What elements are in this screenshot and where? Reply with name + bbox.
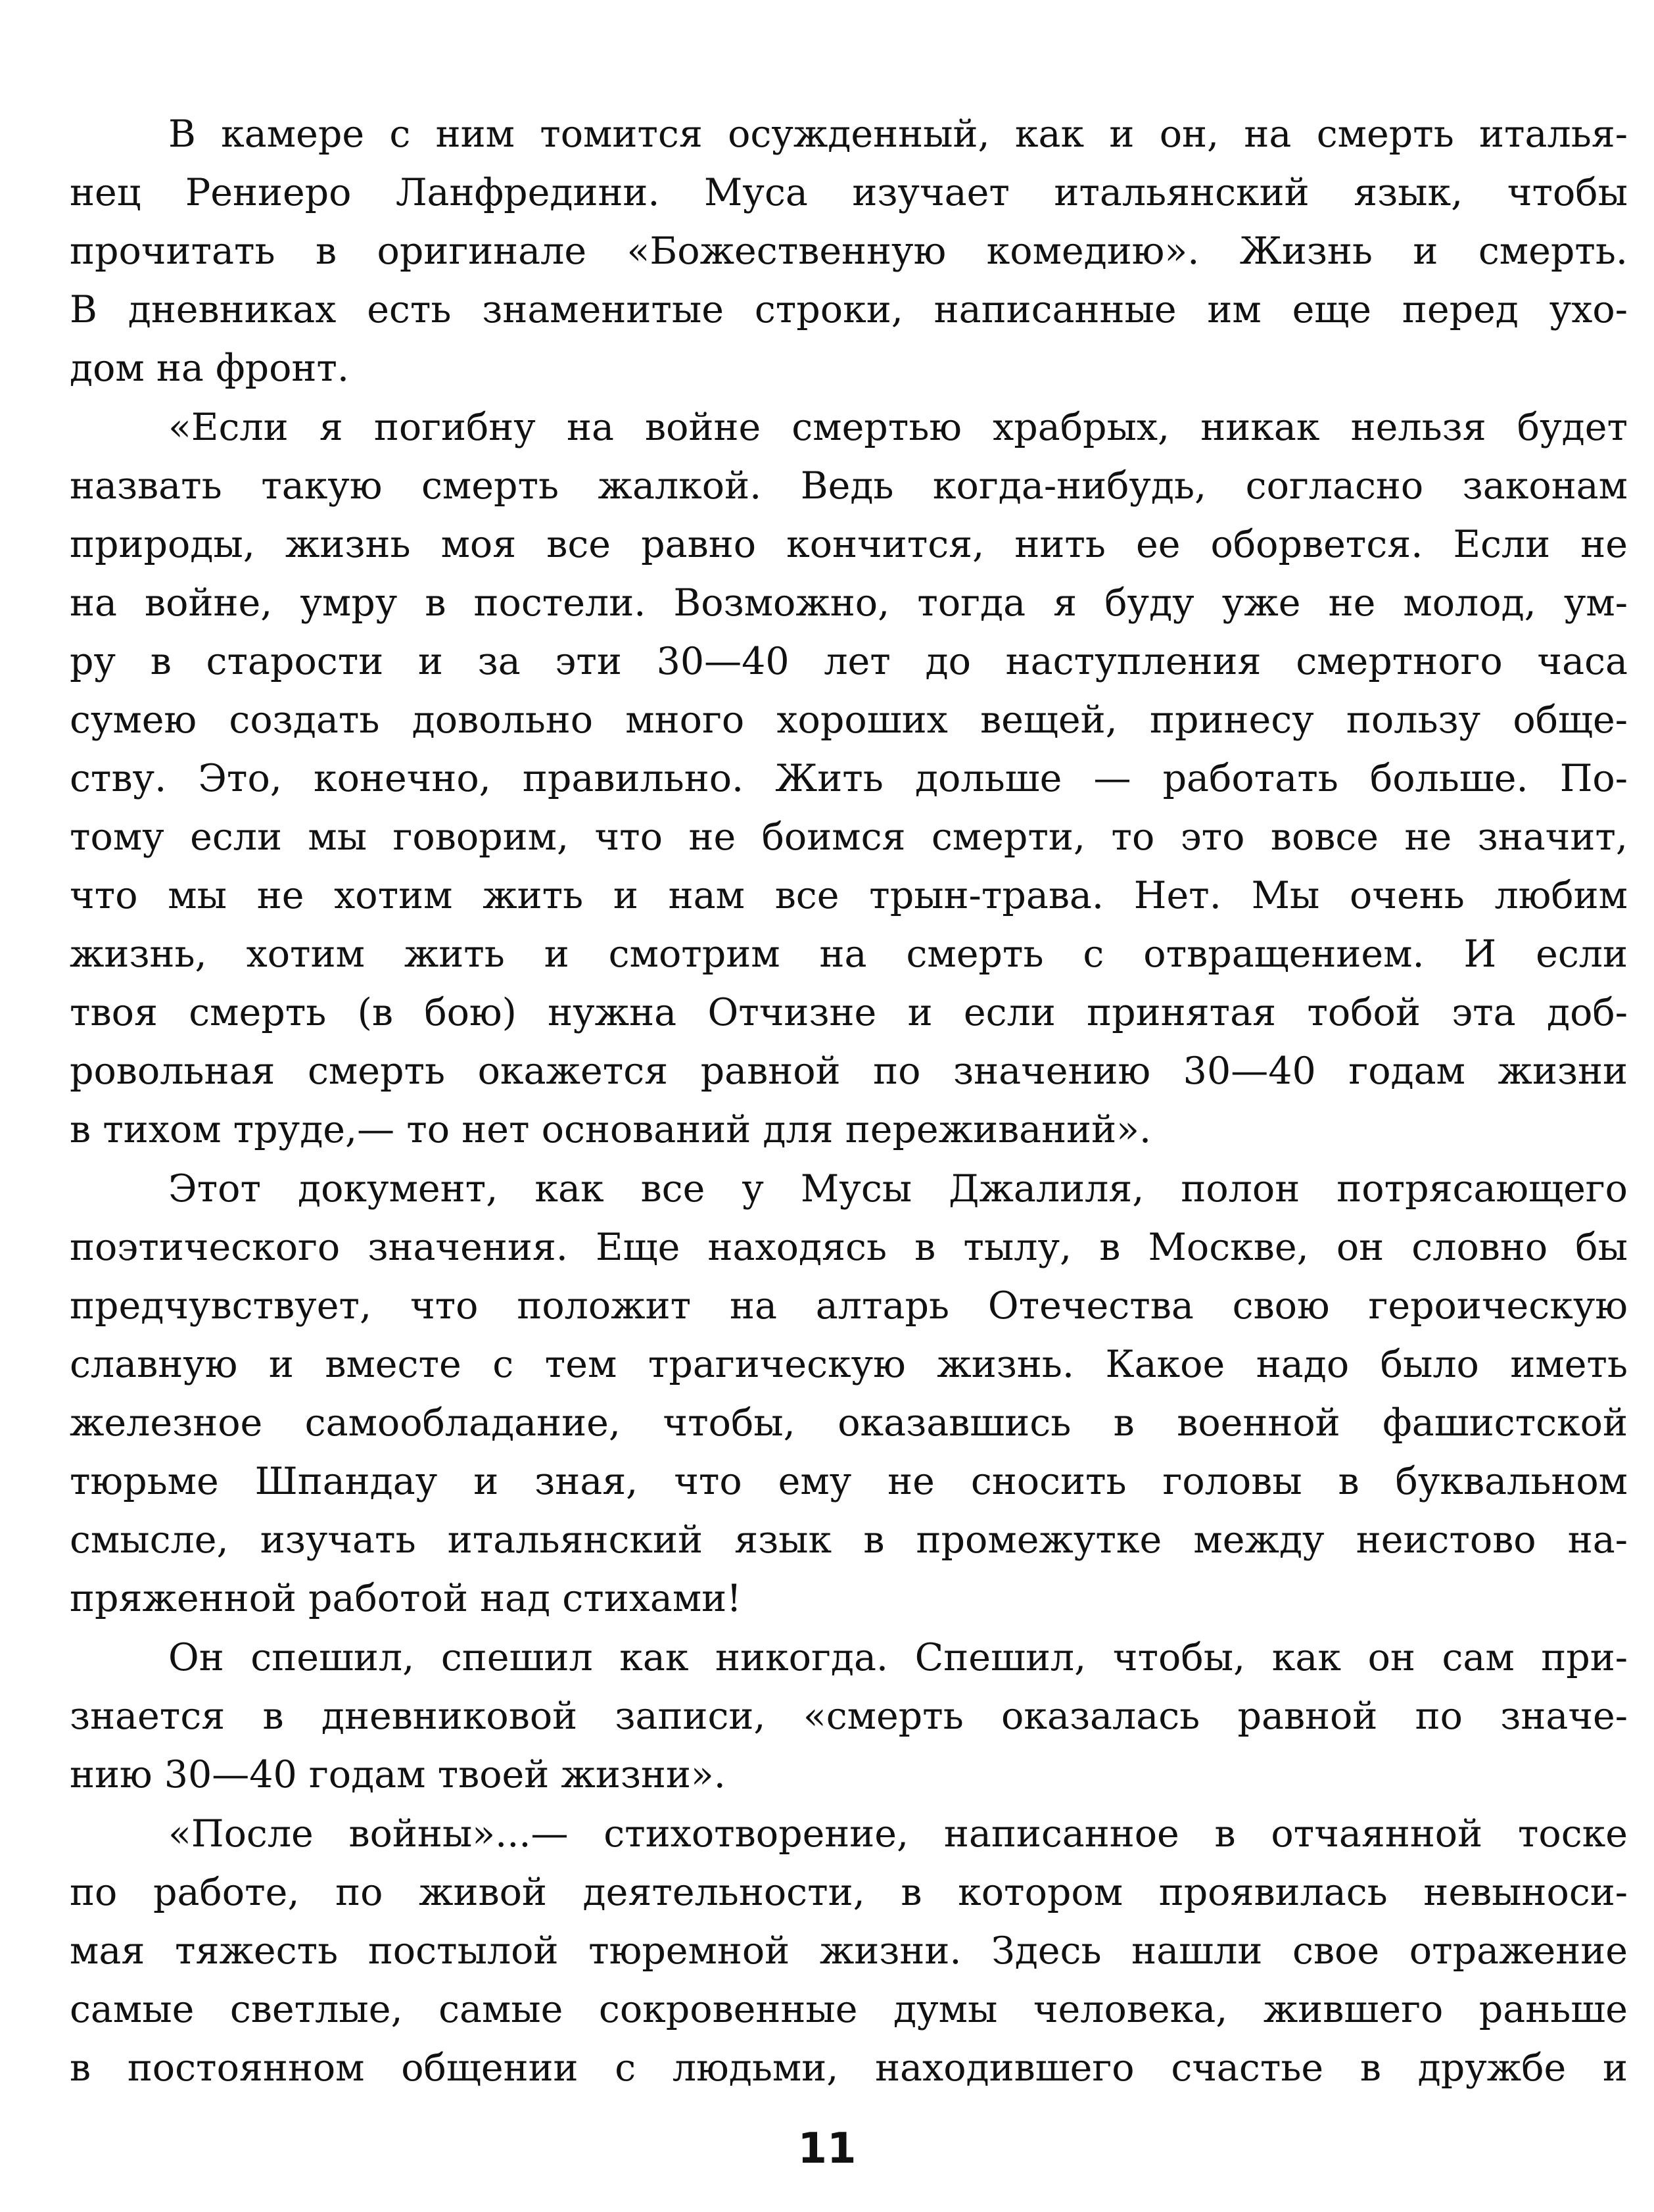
text-line: в тихом труде,— то нет оснований для переживаний». bbox=[70, 1108, 1152, 1151]
text-column bbox=[70, 105, 1628, 2098]
paragraph-3 bbox=[70, 1160, 1628, 1628]
paragraph-4 bbox=[70, 1629, 1628, 1804]
text-line: нец Рениеро Ланфредини. Муса изучает итальянский язык, чтобы bbox=[70, 171, 1628, 214]
text-line: Он спешил, спешил как никогда. Спешил, чтобы, как он сам при- bbox=[168, 1636, 1628, 1679]
text-line: на войне, умру в постели. Возможно, тогда я буду уже не молод, ум- bbox=[70, 581, 1628, 625]
text-line: предчувствует, что положит на алтарь Отечества свою героическую bbox=[70, 1284, 1628, 1328]
text-line: назвать такую смерть жалкой. Ведь когда-нибудь, согласно законам bbox=[70, 464, 1628, 508]
text-line: тому если мы говорим, что не боимся смерти, то это вовсе не значит, bbox=[70, 815, 1628, 859]
text-line: дом на фронт. bbox=[70, 347, 350, 390]
text-line: смысле, изучать итальянский язык в промежутке между неистово на- bbox=[70, 1518, 1628, 1562]
text-line: мая тяжесть постылой тюремной жизни. Здесь нашли свое отражение bbox=[70, 1929, 1628, 1973]
text-line: знается в дневниковой записи, «смерть оказалась равной по значе- bbox=[70, 1695, 1628, 1738]
text-line: что мы не хотим жить и нам все трын-трава. Нет. Мы очень любим bbox=[70, 874, 1628, 917]
text-line: железное самообладание, чтобы, оказавшись в военной фашистской bbox=[70, 1401, 1628, 1445]
text-line: прочитать в оригинале «Божественную комедию». Жизнь и смерть. bbox=[70, 229, 1628, 273]
text-line: пряженной работой над стихами! bbox=[70, 1577, 742, 1620]
paragraph-1 bbox=[70, 105, 1628, 398]
text-line: В камере с ним томится осужденный, как и он, на смерть италья- bbox=[168, 112, 1628, 156]
page-number: 11 bbox=[797, 2125, 857, 2173]
text-line: нию 30—40 годам твоей жизни». bbox=[70, 1753, 726, 1796]
text-line: поэтического значения. Еще находясь в тылу, в Москве, он словно бы bbox=[70, 1226, 1628, 1269]
text-line: ровольная смерть окажется равной по значению 30—40 годам жизни bbox=[70, 1049, 1628, 1093]
text-line: славную и вместе с тем трагическую жизнь. Какое надо было иметь bbox=[70, 1343, 1628, 1386]
text-line: природы, жизнь моя все равно кончится, нить ее оборвется. Если не bbox=[70, 523, 1628, 566]
text-line: жизнь, хотим жить и смотрим на смерть с отвращением. И если bbox=[70, 932, 1628, 976]
paragraph-5 bbox=[70, 1805, 1628, 2098]
text-line: по работе, по живой деятельности, в котором проявилась невыноси- bbox=[70, 1871, 1628, 1914]
text-line: В дневниках есть знаменитые строки, написанные им еще перед ухо- bbox=[70, 288, 1628, 331]
text-line: сумею создать довольно много хороших вещей, принесу пользу обще- bbox=[70, 698, 1628, 742]
text-line: «После войны»...— стихотворение, написанное в отчаянной тоске bbox=[168, 1812, 1628, 1856]
text-line: ру в старости и за эти 30—40 лет до наступления смертного часа bbox=[70, 640, 1628, 683]
text-line: в постоянном общении с людьми, находившего счастье в дружбе и bbox=[70, 2046, 1628, 2090]
text-line: «Если я погибну на войне смертью храбрых, никак нельзя будет bbox=[168, 406, 1628, 449]
text-line: Этот документ, как все у Мусы Джалиля, полон потрясающего bbox=[168, 1167, 1628, 1211]
text-line: ству. Это, конечно, правильно. Жить дольше — работать больше. По- bbox=[70, 757, 1628, 800]
paragraph-2 bbox=[70, 398, 1628, 1159]
text-line: твоя смерть (в бою) нужна Отчизне и если принятая тобой эта доб- bbox=[70, 991, 1628, 1034]
text-line: самые светлые, самые сокровенные думы человека, жившего раньше bbox=[70, 1988, 1628, 2031]
text-line: тюрьме Шпандау и зная, что ему не сносить головы в буквальном bbox=[70, 1460, 1628, 1503]
